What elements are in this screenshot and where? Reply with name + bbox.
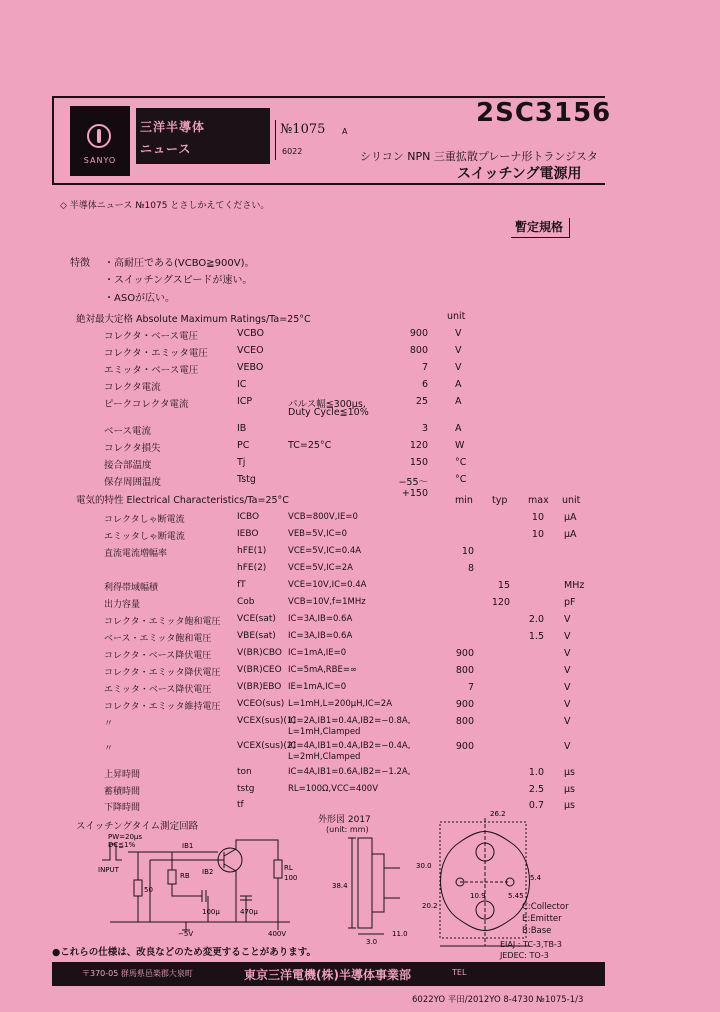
- abs-max-value: 3: [421, 423, 428, 434]
- part-number: 2SC3156: [476, 98, 612, 128]
- jedec-standard: JEDEC: TO-3: [500, 951, 549, 960]
- features-heading: 特徴: [70, 258, 90, 269]
- eiaj-standard: EIAJ : TC-3,TB-3: [500, 940, 562, 949]
- abs-max-param-name: ベース電流: [104, 426, 152, 437]
- elec-max: 10: [531, 512, 544, 523]
- abs-max-value: 150: [409, 457, 428, 468]
- switching-circuit-diagram: [90, 830, 310, 938]
- abs-max-param-name: コレクタ電流: [104, 382, 161, 393]
- abs-max-symbol: Tstg: [237, 474, 256, 485]
- footer-note: ●これらの仕様は、改良などのため変更することがあります。: [52, 947, 317, 958]
- elec-max: 2.0: [528, 614, 544, 625]
- switching-circuit-title: スイッチングタイム測定回路: [76, 821, 199, 832]
- elec-unit: μs: [564, 767, 575, 778]
- package-unit: (unit: mm): [326, 825, 369, 834]
- elec-unit: μs: [564, 784, 575, 795]
- elec-condition: IC=3A,IB=0.6A: [288, 614, 353, 624]
- elec-condition: IC=4A,IB1=0.4A,IB2=−0.4A, L=2mH,Clamped: [288, 741, 411, 762]
- abs-max-value: 25: [415, 396, 428, 407]
- elec-symbol: V(BR)CBO: [237, 648, 282, 658]
- package-dim: 26.2: [490, 810, 506, 818]
- circuit-pw-label: PW=20μs: [108, 833, 143, 841]
- elec-unit: V: [564, 741, 571, 752]
- elec-param-name: 利得帯域幅積: [104, 583, 159, 593]
- pin-collector: C:Collector: [522, 902, 569, 912]
- abs-max-unit: A: [455, 379, 462, 390]
- header-left-rule: [52, 96, 54, 184]
- abs-max-symbol: Tj: [237, 457, 246, 468]
- abs-max-param-name: 接合部温度: [104, 460, 152, 471]
- elec-symbol: V(BR)CEO: [237, 665, 282, 675]
- package-dim: 20.2: [422, 902, 438, 910]
- circuit-c100u-label: 100μ: [202, 908, 220, 916]
- abs-max-param-name: 保存周囲温度: [104, 477, 162, 488]
- abs-max-symbol: VCEO: [237, 345, 264, 356]
- elec-condition: VCB=10V,f=1MHz: [288, 597, 366, 607]
- footer-tel: TEL: [452, 968, 467, 977]
- elec-param-name: コレクタ・エミッタ維持電圧: [104, 702, 221, 712]
- elec-symbol: tstg: [237, 784, 255, 794]
- circuit-dc-label: DC≦1%: [108, 841, 136, 849]
- elec-symbol: hFE(2): [237, 563, 267, 573]
- elec-symbol: ICBO: [237, 512, 260, 522]
- elec-symbol: V(BR)EBO: [237, 682, 282, 692]
- pin-emitter: E:Emitter: [522, 914, 562, 924]
- footer-company: 東京三洋電機(株)半導体事業部: [244, 968, 411, 982]
- logo-emblem-icon: [87, 124, 111, 148]
- elec-param-name: コレクタ・ベース降伏電圧: [104, 651, 212, 661]
- circuit-ib1-label: IB1: [182, 842, 194, 850]
- elec-unit: MHz: [564, 580, 585, 591]
- circuit-vneg-label: −5V: [178, 930, 194, 938]
- elec-symbol: VBE(sat): [237, 631, 276, 641]
- elec-max: 10: [531, 529, 544, 540]
- abs-max-symbol: IC: [237, 379, 247, 390]
- news-title-line2: ニュース: [140, 142, 192, 156]
- abs-max-unit: A: [455, 396, 462, 407]
- elec-col-min: min: [455, 495, 473, 506]
- elec-condition: RL=100Ω,VCC=400V: [288, 784, 379, 794]
- elec-col-unit: unit: [562, 495, 581, 506]
- abs-max-symbol: PC: [237, 440, 250, 451]
- elec-condition: IC=1mA,IE=0: [288, 648, 347, 658]
- tentative-spec-label: 暫定規格: [511, 218, 570, 238]
- elec-symbol: VCE(sat): [237, 614, 276, 624]
- elec-min: 10: [461, 546, 474, 557]
- abs-max-unit: °C: [455, 474, 467, 485]
- abs-max-param-name: コレクタ・エミッタ電圧: [104, 348, 208, 359]
- abs-max-param-name: エミッタ・ベース電圧: [104, 365, 199, 376]
- elec-param-name: 出力容量: [104, 600, 141, 610]
- circuit-ib2-label: IB2: [202, 868, 214, 876]
- elec-col-max: max: [528, 495, 549, 506]
- abs-max-value: 900: [409, 328, 428, 339]
- abs-max-param-name: ピークコレクタ電流: [104, 399, 189, 410]
- elec-unit: V: [564, 699, 571, 710]
- elec-param-name: 〃: [104, 744, 114, 754]
- elec-param-name: エミッタしゃ断電流: [104, 532, 185, 542]
- pin-base: B:Base: [522, 926, 552, 936]
- elec-param-name: コレクタしゃ断電流: [104, 515, 185, 525]
- abs-max-condition: パルス幅≦300μs,: [288, 399, 366, 410]
- abs-max-unit: W: [455, 440, 465, 451]
- elec-unit: pF: [564, 597, 576, 608]
- abs-max-symbol: ICP: [237, 396, 253, 407]
- replace-note: ◇ 半導体ニュース №1075 とさしかえてください。: [60, 201, 270, 211]
- elec-param-name: コレクタ・エミッタ降伏電圧: [104, 668, 221, 678]
- footer-address: 〒370-05 群馬県邑楽郡大泉町: [82, 969, 193, 978]
- elec-min: 800: [455, 716, 474, 727]
- abs-max-value: 120: [409, 440, 428, 451]
- pin-legend: [522, 901, 569, 937]
- sanyo-logo: [70, 106, 130, 176]
- elec-condition: L=1mH,L=200μH,IC=2A: [288, 699, 393, 709]
- package-outline-drawing: [330, 808, 590, 960]
- abs-max-param-name: コレクタ・ベース電圧: [104, 331, 199, 342]
- abs-max-condition: Duty Cycle≦10%: [288, 407, 369, 418]
- footer-company-bar: [52, 962, 605, 986]
- elec-min: 900: [455, 648, 474, 659]
- elec-unit: V: [564, 716, 571, 727]
- elec-min: 900: [455, 741, 474, 752]
- elec-unit: V: [564, 665, 571, 676]
- abs-max-unit: V: [455, 362, 462, 373]
- circuit-rl-label: RL: [284, 864, 293, 872]
- elec-param-name: コレクタ・エミッタ飽和電圧: [104, 617, 221, 627]
- elec-max: 0.7: [528, 800, 544, 811]
- elec-max: 2.5: [528, 784, 544, 795]
- elec-typ: 120: [491, 597, 510, 608]
- circuit-rb-label: RB: [180, 872, 190, 880]
- elec-symbol: fT: [237, 580, 246, 590]
- abs-max-value: −55〜+150: [398, 477, 428, 499]
- feature-item: ・スイッチングスピードが速い。: [104, 275, 253, 286]
- package-dim: 3.0: [366, 938, 378, 946]
- elec-param-name: エミッタ・ベース降伏電圧: [104, 685, 212, 695]
- elec-condition: IC=2A,IB1=0.4A,IB2=−0.8A, L=1mH,Clamped: [288, 716, 411, 737]
- abs-max-heading: 絶対最大定格 Absolute Maximum Ratings/Ta=25°C: [76, 314, 311, 325]
- doc-suffix: A: [342, 127, 348, 136]
- elec-param-name: 下降時間: [104, 803, 141, 813]
- elec-col-typ: typ: [492, 495, 508, 506]
- circuit-r50-label: 50: [144, 886, 153, 894]
- abs-max-unit-header: unit: [447, 311, 466, 322]
- elec-unit: V: [564, 631, 571, 642]
- circuit-input-label: INPUT: [98, 866, 119, 874]
- doc-number: №1075: [280, 122, 326, 137]
- elec-min: 8: [467, 563, 474, 574]
- elec-unit: V: [564, 614, 571, 625]
- elec-max: 1.5: [528, 631, 544, 642]
- elec-symbol: ton: [237, 767, 252, 777]
- abs-max-symbol: VCBO: [237, 328, 264, 339]
- header-bottom-rule: [52, 183, 605, 185]
- elec-min: 900: [455, 699, 474, 710]
- feature-item: ・高耐圧である(VCBO≧900V)。: [104, 258, 255, 269]
- elec-unit: V: [564, 648, 571, 659]
- elec-param-name: ベース・エミッタ飽和電圧: [104, 634, 212, 644]
- logo-text: SANYO: [83, 156, 117, 165]
- elec-symbol: VCEX(sus)(1): [237, 716, 297, 726]
- elec-condition: VCE=5V,IC=2A: [288, 563, 353, 573]
- elec-condition: IC=5mA,RBE=∞: [288, 665, 358, 675]
- circuit-vpos-label: 400V: [268, 930, 287, 938]
- circuit-c470u-label: 470μ: [240, 908, 258, 916]
- elec-unit: μs: [564, 800, 575, 811]
- elec-condition: IC=4A,IB1=0.6A,IB2=−1.2A,: [288, 767, 411, 777]
- circuit-r100-label: 100: [284, 874, 298, 882]
- abs-max-unit: °C: [455, 457, 467, 468]
- elec-typ: 15: [497, 580, 510, 591]
- abs-max-symbol: IB: [237, 423, 247, 434]
- abs-max-value: 800: [409, 345, 428, 356]
- elec-max: 1.0: [528, 767, 544, 778]
- elec-condition: VCB=800V,IE=0: [288, 512, 358, 522]
- elec-condition: VCE=5V,IC=0.4A: [288, 546, 362, 556]
- elec-param-name: 上昇時間: [104, 770, 141, 780]
- elec-unit: μA: [564, 529, 577, 540]
- elec-heading: 電気的特性 Electrical Characteristics/Ta=25°C: [76, 495, 289, 506]
- abs-max-value: 7: [421, 362, 428, 373]
- news-title-line1: 三洋半導体: [140, 120, 206, 134]
- package-title: 外形図 2017: [318, 815, 371, 825]
- abs-max-unit: V: [455, 345, 462, 356]
- package-dim: 5.4: [530, 874, 542, 882]
- elec-min: 800: [455, 665, 474, 676]
- abs-max-param-name: コレクタ損失: [104, 443, 161, 454]
- elec-symbol: IEBO: [237, 529, 259, 539]
- elec-unit: V: [564, 682, 571, 693]
- elec-symbol: hFE(1): [237, 546, 267, 556]
- elec-condition: IC=3A,IB=0.6A: [288, 631, 353, 641]
- elec-param-name: 〃: [104, 719, 114, 729]
- elec-min: 7: [467, 682, 474, 693]
- abs-max-value: 6: [421, 379, 428, 390]
- package-dim: 10.9: [470, 892, 486, 900]
- elec-condition: VCE=10V,IC=0.4A: [288, 580, 367, 590]
- elec-param-name: 蓄積時間: [104, 787, 141, 797]
- device-subtitle: シリコン NPN 三重拡散プレーナ形トランジスタ: [360, 150, 598, 163]
- doc-number-box: [275, 120, 356, 160]
- feature-item: ・ASOが広い。: [104, 293, 176, 304]
- package-dim: 30.0: [416, 862, 432, 870]
- abs-max-symbol: VEBO: [237, 362, 264, 373]
- news-title-block: [136, 108, 270, 164]
- elec-symbol: VCEX(sus)(2): [237, 741, 297, 751]
- footer-code: 6022YO 平田/2012YO 8-4730 №1075-1/3: [412, 995, 584, 1005]
- doc-code: 6022: [282, 147, 303, 156]
- package-dim: 5.45: [508, 892, 524, 900]
- package-dim: 38.4: [332, 882, 348, 890]
- abs-max-unit: A: [455, 423, 462, 434]
- elec-symbol: tf: [237, 800, 244, 810]
- abs-max-unit: V: [455, 328, 462, 339]
- elec-symbol: Cob: [237, 597, 255, 607]
- application: スイッチング電源用: [457, 166, 582, 182]
- elec-param-name: 直流電流増幅率: [104, 549, 168, 559]
- abs-max-condition: TC=25°C: [288, 440, 332, 451]
- elec-condition: VEB=5V,IC=0: [288, 529, 348, 539]
- elec-symbol: VCEO(sus): [237, 699, 285, 709]
- package-dim: 11.0: [392, 930, 408, 938]
- elec-unit: μA: [564, 512, 577, 523]
- elec-condition: IE=1mA,IC=0: [288, 682, 347, 692]
